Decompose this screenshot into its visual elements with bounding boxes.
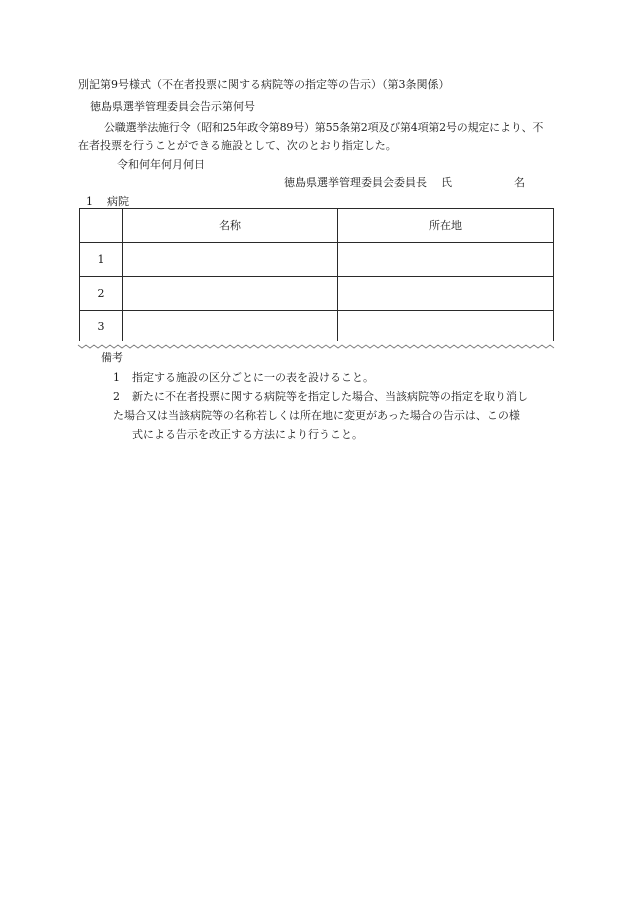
section-heading — [86, 196, 129, 207]
facility-table — [79, 208, 554, 341]
notice-number: 徳島県選挙管理委員会告示第何号 — [90, 100, 255, 113]
signer-line — [284, 177, 525, 188]
remark-text-line-2: た場合又は当該病院等の名称若しくは所在地に変更があった場合の告示は、この様 — [113, 409, 520, 422]
location-cell — [338, 277, 554, 311]
row-number: 2 — [80, 277, 123, 311]
name-cell — [123, 277, 338, 311]
remark-text-line-1: 新たに不在者投票に関する病院等を指定した場合、当該病院等の指定を取り消し — [132, 390, 528, 403]
header-name: 名称 — [123, 209, 338, 243]
section-number: 1 — [86, 195, 93, 208]
notice-date: 令和何年何月何日 — [117, 158, 205, 171]
section-label: 病院 — [107, 195, 129, 208]
remark-item-2 — [113, 391, 528, 402]
signer-title: 徳島県選挙管理委員会委員長 — [284, 176, 427, 189]
table-row — [80, 311, 554, 342]
row-number: 3 — [80, 311, 123, 342]
remark-item-1 — [113, 372, 374, 383]
location-cell — [338, 311, 554, 342]
body-text-line-1: 公職選挙法施行令（昭和25年政令第89号）第55条第2項及び第4項第2号の規定により、不 — [104, 121, 544, 134]
name-cell — [123, 243, 338, 277]
form-title: 別記第9号様式（不在者投票に関する病院等の指定等の告示）（第3条関係） — [78, 78, 450, 91]
row-number: 1 — [80, 243, 123, 277]
remark-text-line-3: 式による告示を改正する方法により行うこと。 — [132, 428, 363, 441]
remark-number: 1 — [113, 371, 120, 384]
table-row — [80, 243, 554, 277]
table-header-row — [80, 209, 554, 243]
body-text-line-2: 在者投票を行うことができる施設として、次のとおり指定した。 — [78, 139, 397, 152]
header-number — [80, 209, 123, 243]
remark-number: 2 — [113, 390, 120, 403]
signer-given-name: 名 — [514, 176, 525, 189]
location-cell — [338, 243, 554, 277]
signer-surname: 氏 — [441, 176, 452, 189]
table-row — [80, 277, 554, 311]
remark-item-2-continuation — [113, 410, 520, 421]
name-cell — [123, 311, 338, 342]
remark-text: 指定する施設の区分ごとに一の表を設けること。 — [132, 371, 374, 384]
header-location: 所在地 — [338, 209, 554, 243]
remarks-heading: 備考 — [101, 351, 123, 364]
table-continuation-wavy-edge — [78, 342, 554, 350]
remark-item-2-continuation — [113, 429, 363, 440]
